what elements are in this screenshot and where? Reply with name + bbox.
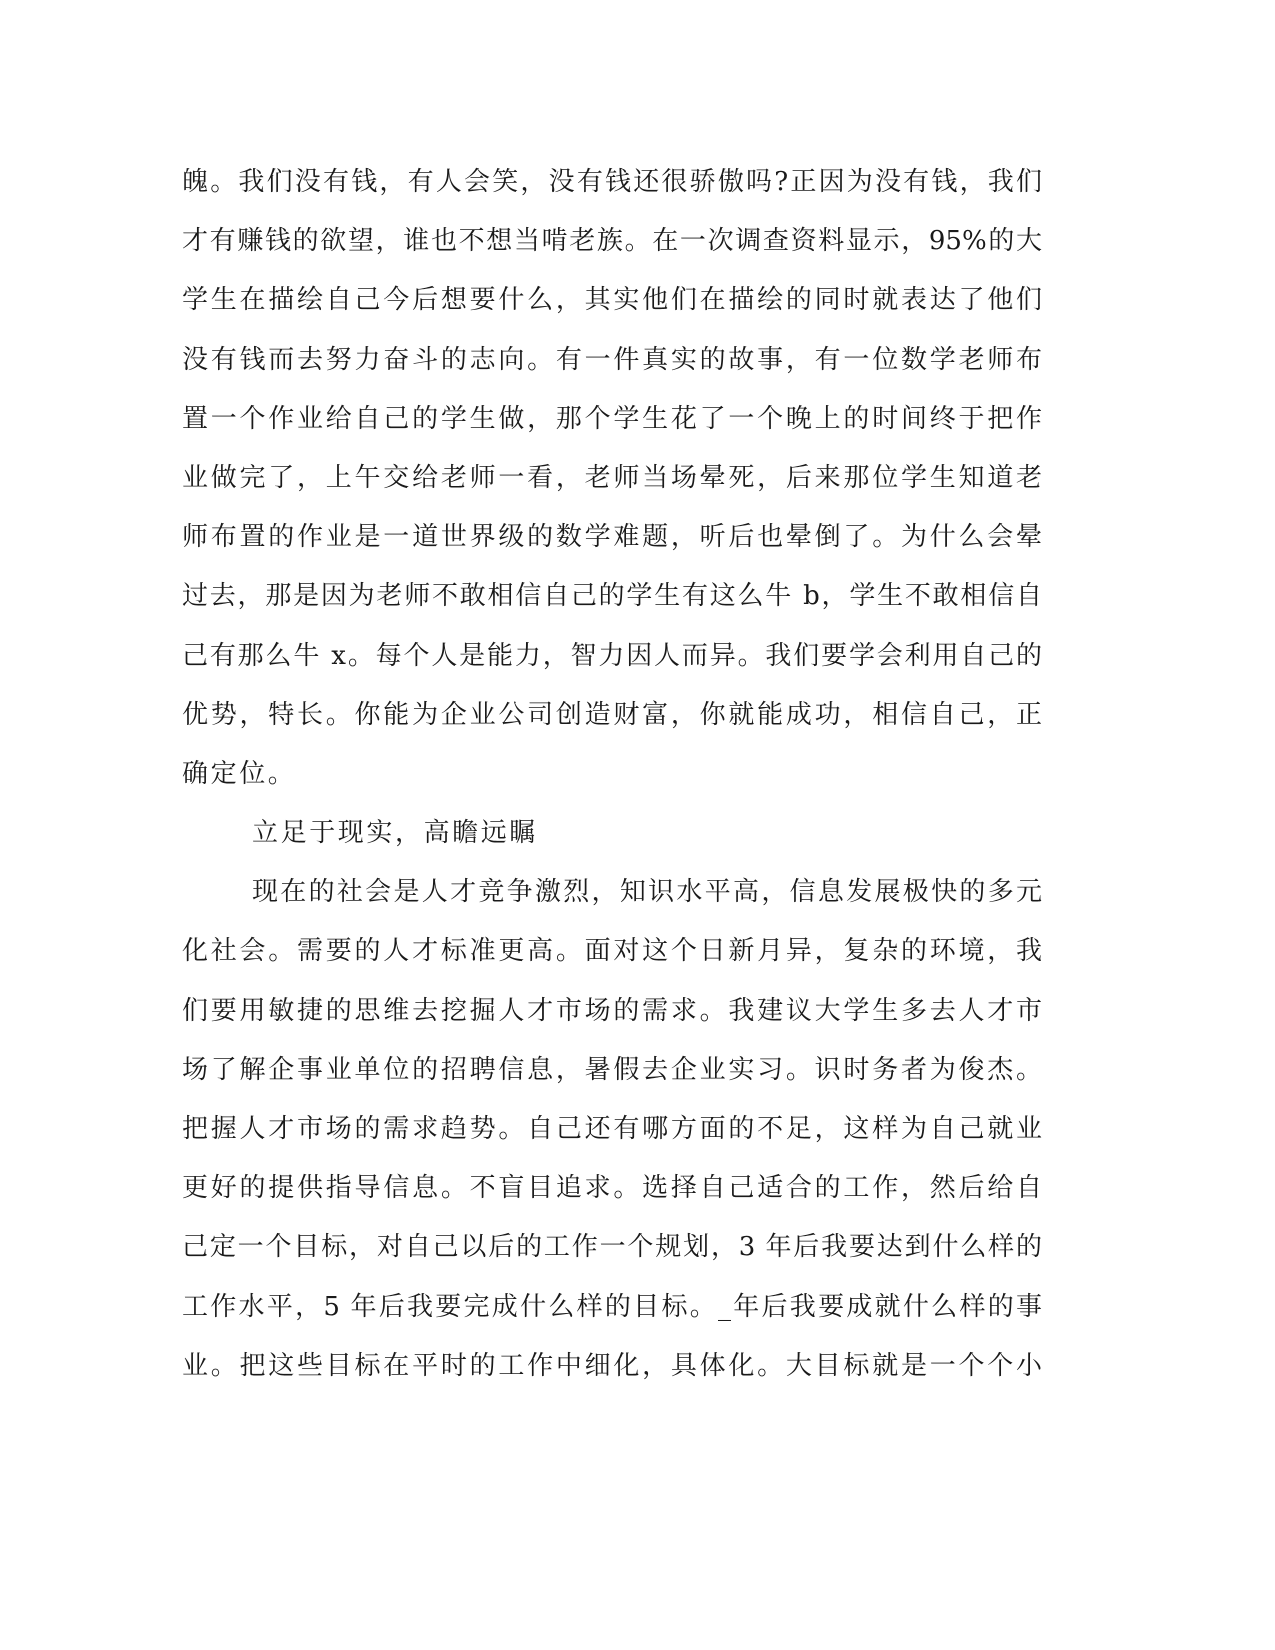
text-line: 学生在描绘自己今后想要什么，其实他们在描绘的同时就表达了他们 bbox=[182, 285, 1042, 316]
text-line: 己有那么牛 x。每个人是能力，智力因人而异。我们要学会利用自己的 bbox=[182, 640, 1042, 671]
text-line: 们要用敏捷的思维去挖掘人才市场的需求。我建议大学生多去人才市 bbox=[182, 995, 1042, 1026]
text-line: 己定一个目标，对自己以后的工作一个规划，3 年后我要达到什么样的 bbox=[182, 1232, 1042, 1263]
text-line: 工作水平，5 年后我要完成什么样的目标。_年后我要成就什么样的事 bbox=[182, 1291, 1042, 1322]
text-line: 业做完了，上午交给老师一看，老师当场晕死，后来那位学生知道老 bbox=[182, 462, 1042, 493]
text-line: 把握人才市场的需求趋势。自己还有哪方面的不足，这样为自己就业 bbox=[182, 1114, 1042, 1144]
section-heading: 立足于现实，高瞻远瞩 bbox=[252, 818, 539, 849]
text-line: 才有赚钱的欲望，谁也不想当啃老族。在一次调查资料显示，95%的大 bbox=[182, 226, 1042, 257]
text-line: 没有钱而去努力奋斗的志向。有一件真实的故事，有一位数学老师布 bbox=[182, 344, 1042, 375]
text-line: 场了解企事业单位的招聘信息，暑假去企业实习。识时务者为俊杰。 bbox=[182, 1054, 1042, 1085]
document-text bbox=[182, 156, 1042, 1399]
text-line: 优势，特长。你能为企业公司创造财富，你就能成功，相信自己，正 bbox=[182, 699, 1042, 730]
text-line: 过去，那是因为老师不敢相信自己的学生有这么牛 b，学生不敢相信自 bbox=[182, 581, 1042, 612]
text-line: 确定位。 bbox=[182, 758, 297, 789]
text-line: 置一个作业给自己的学生做，那个学生花了一个晚上的时间终于把作 bbox=[182, 403, 1042, 434]
text-line: 更好的提供指导信息。不盲目追求。选择自己适合的工作，然后给自 bbox=[182, 1173, 1042, 1204]
text-line: 业。把这些目标在平时的工作中细化，具体化。大目标就是一个个小 bbox=[182, 1350, 1042, 1381]
text-line: 师布置的作业是一道世界级的数学难题，听后也晕倒了。为什么会晕 bbox=[182, 522, 1042, 553]
text-line: 现在的社会是人才竞争激烈，知识水平高，信息发展极快的多元 bbox=[252, 877, 1042, 908]
text-line: 魄。我们没有钱，有人会笑，没有钱还很骄傲吗?正因为没有钱，我们 bbox=[182, 167, 1042, 197]
text-line: 化社会。需要的人才标准更高。面对这个日新月异，复杂的环境，我 bbox=[182, 936, 1042, 967]
